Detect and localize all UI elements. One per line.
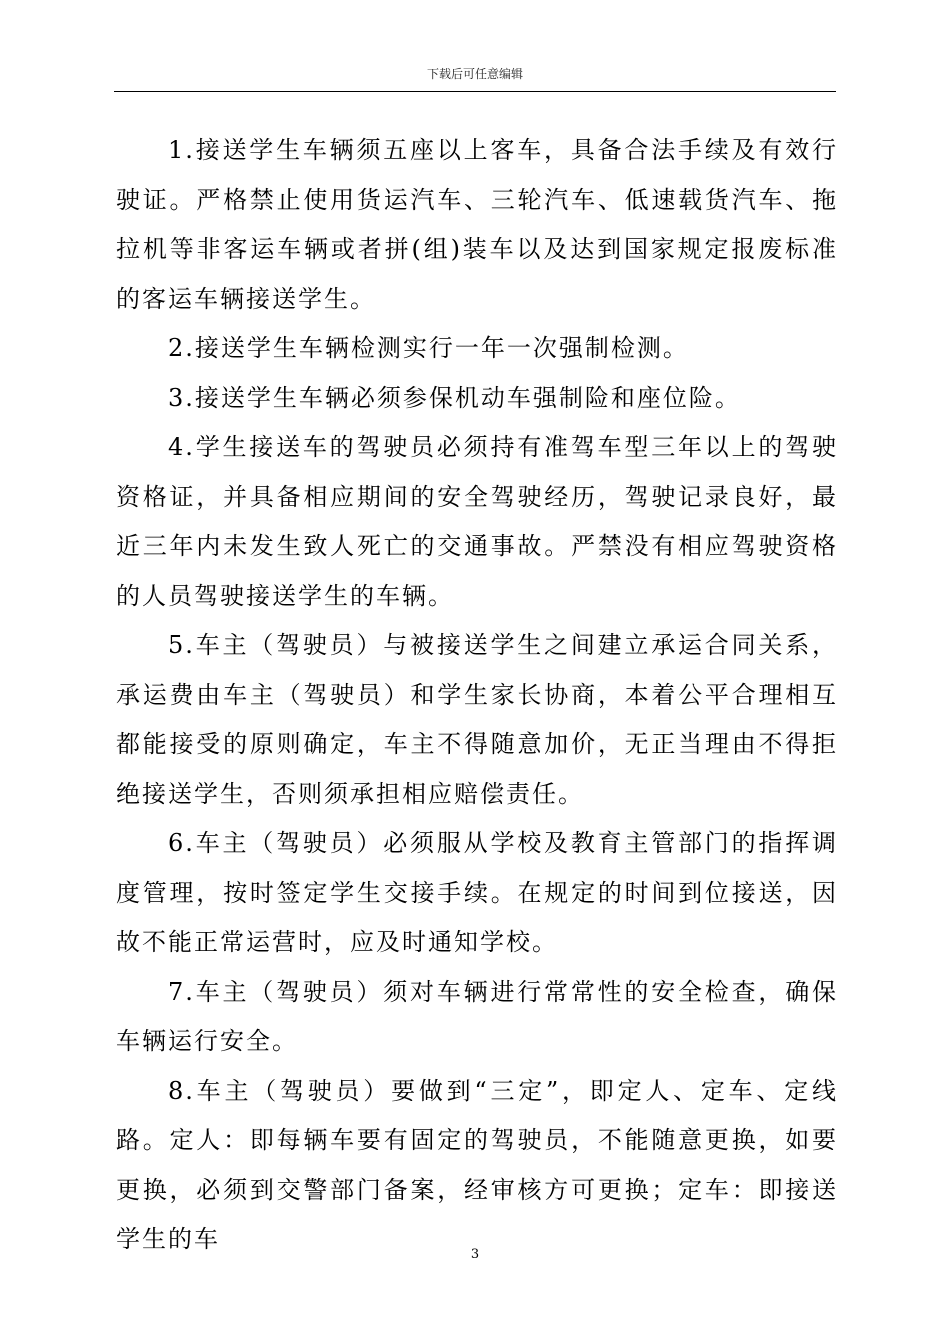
page-number: 3 <box>470 1247 480 1262</box>
paragraph-1: 1.接送学生车辆须五座以上客车，具备合法手续及有效行驶证。严格禁止使用货运汽车、三轮汽车、低速载货汽车、拖拉机等非客运车辆或者拼(组)装车以及达到国家规定报废标准的客运车辆接送学生。 <box>116 136 838 313</box>
paragraph-5: 5.车主（驾驶员）与被接送学生之间建立承运合同关系，承运费由车主（驾驶员）和学生家长协商，本着公平合理相互都能接受的原则确定，车主不得随意加价，无正当理由不得拒绝接送学生，否则须承担相应赔偿责任。 <box>116 631 838 808</box>
paragraph-8: 8.车主（驾驶员）要做到“三定”，即定人、定车、定线路。定人：即每辆车要有固定的驾驶员，不能随意更换，如要更换，必须到交警部门备案，经审核方可更换；定车：即接送学生的车 <box>116 1076 838 1253</box>
paragraph-3: 3.接送学生车辆必须参保机动车强制险和座位险。 <box>168 383 741 412</box>
paragraph-7: 7.车主（驾驶员）须对车辆进行常常性的安全检查，确保车辆运行安全。 <box>116 977 838 1055</box>
header-divider <box>114 91 836 92</box>
paragraph-4: 4.学生接送车的驾驶员必须持有准驾车型三年以上的驾驶资格证，并具备相应期间的安全驾驶经历，驾驶记录良好，最近三年内未发生致人死亡的交通事故。严禁没有相应驾驶资格的人员驾驶接送学生的车辆。 <box>116 433 838 610</box>
document-body <box>116 126 838 1265</box>
paragraph-6: 6.车主（驾驶员）必须服从学校及教育主管部门的指挥调度管理，按时签定学生交接手续。在规定的时间到位接送，因故不能正常运营时，应及时通知学校。 <box>116 829 838 956</box>
paragraph-2: 2.接送学生车辆检测实行一年一次强制检测。 <box>168 334 689 362</box>
page-header: 下载后可任意编辑 <box>426 67 523 81</box>
